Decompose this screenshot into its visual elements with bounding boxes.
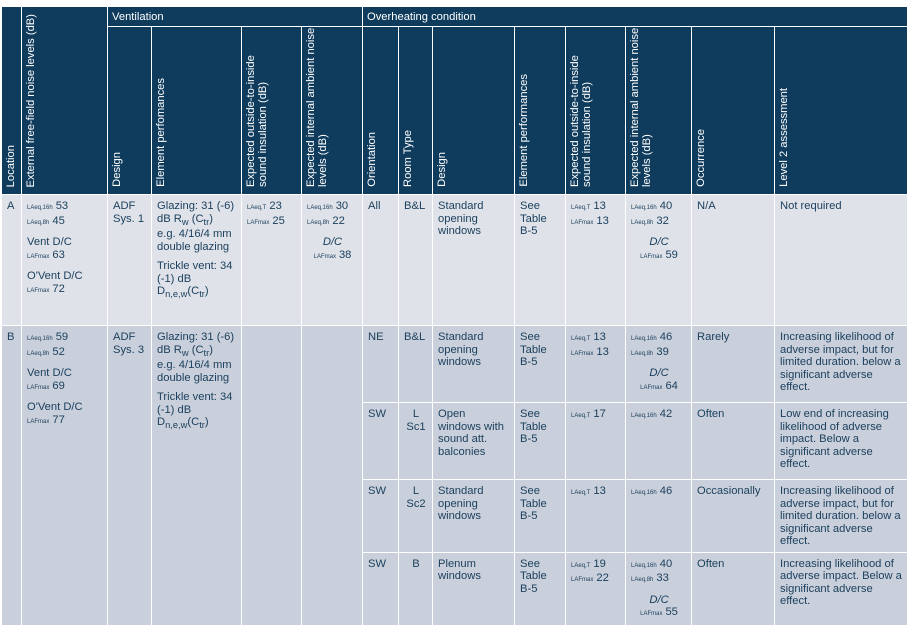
- oh-design-cell: Plenum windows: [433, 552, 515, 625]
- header-level2: Level 2 assessment: [775, 27, 908, 195]
- oh-element-cell: See Table B-5: [515, 403, 566, 480]
- room-type-cell: L Sc1: [399, 403, 433, 480]
- vent-insulation-cell: [242, 326, 302, 626]
- vent-element-cell: Glazing: 31 (-6) dB $R_w$ $(C_{tr})$ e.g. 4/16/4 mm double glazing Trickle vent: 34 (-1) dB $D_{n,e,w}(C_{tr})$: [152, 195, 242, 326]
- level2-cell: Not required: [775, 195, 908, 326]
- orientation-cell: SW: [363, 552, 399, 625]
- oh-design-cell: Standard opening windows: [433, 326, 515, 403]
- room-type-cell: B&L: [399, 195, 433, 326]
- oh-insulation-cell: LAeq,T 13: [566, 480, 626, 553]
- orientation-cell: All: [363, 195, 399, 326]
- occurrence-cell: N/A: [692, 195, 775, 326]
- level2-cell: Increasing likelihood of adverse impact, but for limited duration. below a significant adverse effect.: [775, 326, 908, 403]
- header-external-free-field: External free-field noise levels (dB): [22, 7, 108, 195]
- level2-cell: Increasing likelihood of adverse impact. Below a significant adverse effect.: [775, 552, 908, 625]
- header-columns-row: [2, 27, 908, 195]
- oh-design-cell: Standard opening windows: [433, 480, 515, 553]
- oh-design-cell: Open windows with sound att. balconies: [433, 403, 515, 480]
- oh-element-cell: See Table B-5: [515, 480, 566, 553]
- occurrence-cell: Occasionally: [692, 480, 775, 553]
- oh-element-cell: See Table B-5: [515, 326, 566, 403]
- occurrence-cell: Often: [692, 552, 775, 625]
- header-oh-internal: Expected internal ambient noise levels (dB): [626, 27, 692, 195]
- header-occurrence: Occurrence: [692, 27, 775, 195]
- header-vent-outside-inside: Expected outside-to-inside sound insulation (dB): [242, 27, 302, 195]
- header-room-type: Room Type: [399, 27, 433, 195]
- table-row-location-a: [2, 195, 908, 326]
- header-ventilation: Ventilation: [108, 7, 363, 27]
- header-location: Location: [2, 7, 22, 195]
- vent-internal-cell: LAeq,16h 30 LAeq,8h 22 D/C LAFmax 38: [302, 195, 363, 326]
- header-overheating: Overheating condition: [363, 7, 908, 27]
- header-oh-element: Element performances: [515, 27, 566, 195]
- room-type-cell: L Sc2: [399, 480, 433, 553]
- vent-element-cell: Glazing: 31 (-6) dB $R_w$ $(C_{tr})$ e.g. 4/16/4 mm double glazing Trickle vent: 34 (-1) dB $D_{n,e,w}(C_{tr})$: [152, 326, 242, 626]
- occurrence-cell: Often: [692, 403, 775, 480]
- vent-internal-cell: [302, 326, 363, 626]
- location-cell: A: [2, 195, 22, 326]
- header-oh-outside-inside: Expected outside-to-inside sound insulation (dB): [566, 27, 626, 195]
- occurrence-cell: Rarely: [692, 326, 775, 403]
- vent-insulation-cell: LAeq,T 23 LAFmax 25: [242, 195, 302, 326]
- oh-insulation-cell: LAeq,T 13 LAFmax 13: [566, 326, 626, 403]
- level2-cell: Increasing likelihood of adverse impact, but for limited duration. below a significant adverse effect.: [775, 480, 908, 553]
- oh-design-cell: Standard opening windows: [433, 195, 515, 326]
- oh-internal-cell: LAeq,16h 40 LAeq,8h 33 D/C LAFmax 55: [626, 552, 692, 625]
- location-cell: B: [2, 326, 22, 626]
- orientation-cell: NE: [363, 326, 399, 403]
- oh-insulation-cell: LAeq,T 19 LAFmax 22: [566, 552, 626, 625]
- oh-element-cell: See Table B-5: [515, 195, 566, 326]
- external-levels-cell: LAeq,16h 53 LAeq,8h 45 Vent D/C LAFmax 63 O'Vent D/C LAFmax 72: [22, 195, 108, 326]
- level2-cell: Low end of increasing likelihood of adverse impact. Below a significant adverse effect.: [775, 403, 908, 480]
- oh-insulation-cell: LAeq,T 17: [566, 403, 626, 480]
- oh-internal-cell: LAeq,16h 46: [626, 480, 692, 553]
- noise-assessment-table: [1, 6, 908, 626]
- header-oh-design: Design: [433, 27, 515, 195]
- header-vent-element: Element perfomances: [152, 27, 242, 195]
- header-vent-internal: Expected internal ambient noise levels (dB): [302, 27, 363, 195]
- oh-internal-cell: LAeq,16h 46 LAeq,8h 39 D/C LAFmax 64: [626, 326, 692, 403]
- external-levels-cell: LAeq,16h 59 LAeq,8h 52 Vent D/C LAFmax 69 O'Vent D/C LAFmax 77: [22, 326, 108, 626]
- orientation-cell: SW: [363, 480, 399, 553]
- vent-design-cell: ADF Sys. 1: [108, 195, 152, 326]
- oh-internal-cell: LAeq,16h 42: [626, 403, 692, 480]
- vent-design-cell: ADF Sys. 3: [108, 326, 152, 626]
- table-row-location-b-ne: [2, 326, 908, 403]
- orientation-cell: SW: [363, 403, 399, 480]
- header-orientation: Orientation: [363, 27, 399, 195]
- room-type-cell: B: [399, 552, 433, 625]
- room-type-cell: B&L: [399, 326, 433, 403]
- oh-internal-cell: LAeq,16h 40 LAeq,8h 32 D/C LAFmax 59: [626, 195, 692, 326]
- header-vent-design: Design: [108, 27, 152, 195]
- oh-insulation-cell: LAeq,T 13 LAFmax 13: [566, 195, 626, 326]
- oh-element-cell: See Table B-5: [515, 552, 566, 625]
- header-group-row: [2, 7, 908, 27]
